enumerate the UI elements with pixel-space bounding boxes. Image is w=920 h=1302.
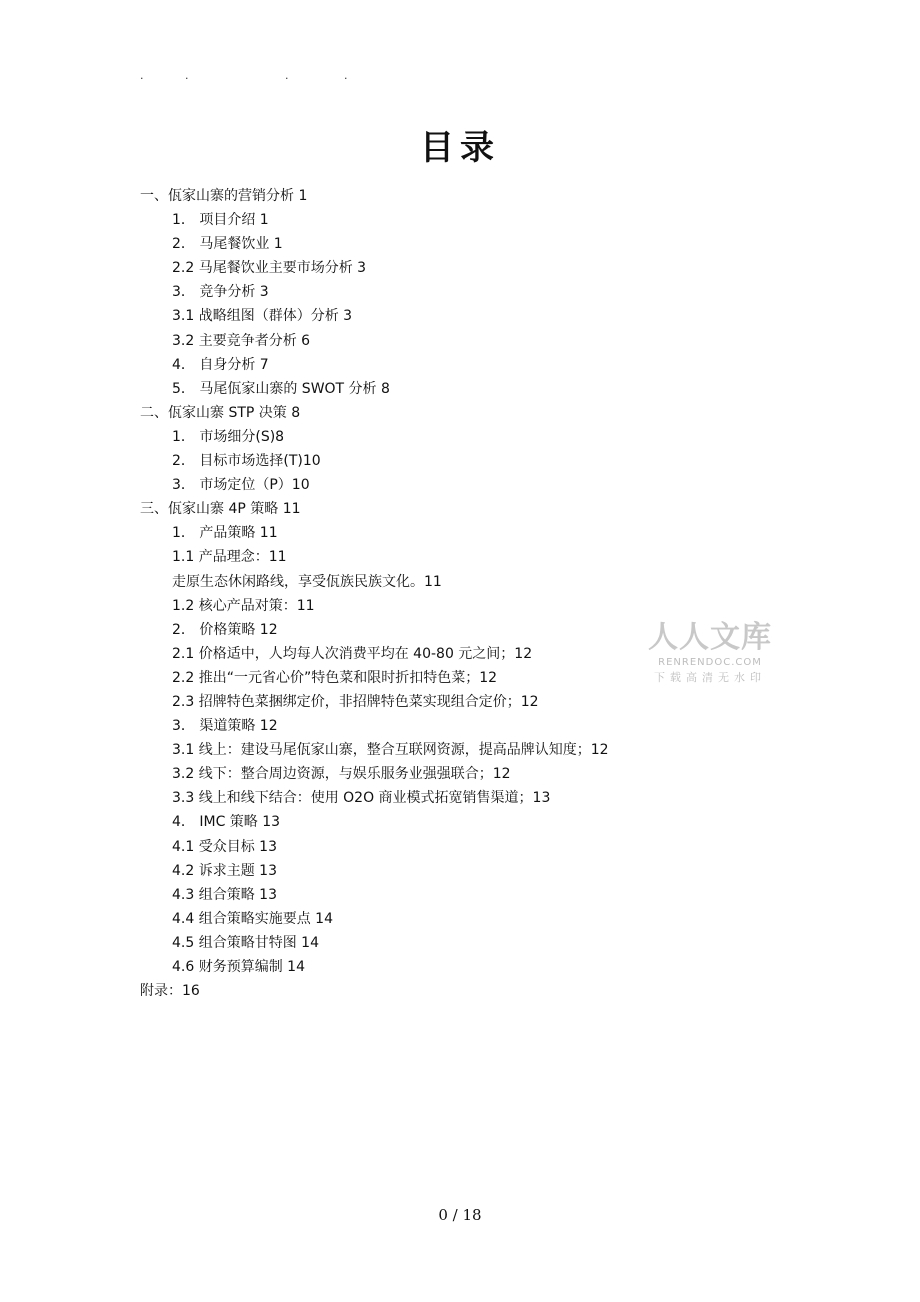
header-dot: . (140, 69, 144, 82)
header-dots (0, 70, 920, 82)
toc-entry[interactable]: 2.2 推出“一元省心价”特色菜和限时折扣特色菜；12 (172, 669, 498, 686)
toc-entry[interactable]: 3． 渠道策略 12 (172, 718, 278, 735)
toc-entry[interactable]: 3.2 主要竞争者分析 6 (172, 332, 311, 349)
toc-entry[interactable]: 4.5 组合策略甘特图 14 (172, 934, 319, 951)
page-title: 目录 (420, 128, 500, 168)
toc-entry[interactable]: 2． 目标市场选择(T)10 (172, 453, 321, 470)
toc-entry[interactable]: 走原生态休闲路线，享受佤族民族文化。11 (172, 573, 442, 590)
table-of-contents (140, 184, 860, 1003)
toc-entry[interactable]: 4.4 组合策略实施要点 14 (172, 910, 333, 927)
toc-entry[interactable]: 3． 竞争分析 3 (172, 284, 269, 301)
watermark-brand: 人人文库 (648, 620, 772, 655)
toc-entry[interactable]: 2． 马尾餐饮业 1 (172, 236, 283, 253)
toc-entry[interactable]: 4.2 诉求主题 13 (172, 862, 277, 879)
toc-entry[interactable]: 2． 价格策略 12 (172, 621, 278, 638)
toc-entry[interactable]: 5． 马尾佤家山寨的 SWOT 分析 8 (172, 380, 390, 397)
toc-entry[interactable]: 1． 项目介绍 1 (172, 212, 269, 229)
toc-section-heading[interactable]: 三、佤家山寨 4P 策略 11 (140, 501, 301, 518)
watermark-url: RENRENDOC.COM (658, 657, 762, 668)
toc-entry[interactable]: 4.1 受众目标 13 (172, 838, 277, 855)
toc-section-heading[interactable]: 一、佤家山寨的营销分析 1 (140, 188, 308, 204)
toc-entry[interactable]: 3.3 线上和线下结合：使用 O2O 商业模式拓宽销售渠道；13 (172, 790, 551, 807)
toc-entry[interactable]: 4． 自身分析 7 (172, 356, 269, 373)
toc-entry[interactable]: 4.6 财务预算编制 14 (172, 959, 305, 975)
toc-entry[interactable]: 2.1 价格适中，人均每人次消费平均在 40-80 元之间；12 (172, 645, 533, 662)
toc-entry[interactable]: 2.2 马尾餐饮业主要市场分析 3 (172, 260, 367, 277)
watermark (646, 620, 774, 686)
toc-section-heading[interactable]: 附录：16 (140, 983, 200, 1000)
toc-entry[interactable]: 1． 产品策略 11 (172, 525, 278, 542)
toc-entry[interactable]: 2.3 招牌特色菜捆绑定价，非招牌特色菜实现组合定价；12 (172, 693, 539, 710)
page-number: 0 / 18 (438, 1206, 482, 1224)
toc-entry[interactable]: 3.1 线上：建设马尾佤家山寨，整合互联网资源，提高品牌认知度；12 (172, 742, 609, 759)
toc-entry[interactable]: 1.2 核心产品对策：11 (172, 597, 315, 614)
toc-entry[interactable]: 1． 市场细分(S)8 (172, 428, 285, 445)
toc-entry[interactable]: 3.2 线下：整合周边资源，与娱乐服务业强强联合；12 (172, 766, 511, 783)
toc-entry[interactable]: 4.3 组合策略 13 (172, 886, 277, 903)
header-dot: . (285, 69, 289, 82)
toc-entry[interactable]: 1.1 产品理念：11 (172, 549, 287, 566)
toc-entry[interactable]: 4． IMC 策略 13 (172, 814, 281, 831)
watermark-tagline: 下载高清无水印 (654, 671, 766, 684)
toc-entry[interactable]: 3． 市场定位（P）10 (172, 477, 310, 494)
header-dot: . (344, 69, 348, 82)
toc-entry[interactable]: 3.1 战略组图（群体）分析 3 (172, 308, 353, 325)
toc-section-heading[interactable]: 二、佤家山寨 STP 决策 8 (140, 404, 301, 421)
header-dot: . (185, 69, 189, 82)
